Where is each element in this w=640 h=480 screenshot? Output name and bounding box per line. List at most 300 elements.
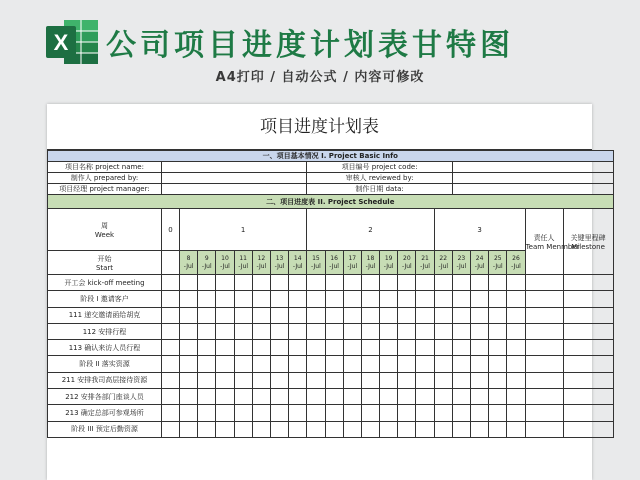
gantt-cell[interactable] — [507, 405, 525, 421]
cell-label-en: -Jul — [329, 262, 339, 270]
info-label: 项目编号 project code: — [307, 162, 453, 173]
gantt-cell[interactable] — [361, 421, 379, 437]
info-label: 制作人 prepared by: — [48, 173, 162, 184]
gantt-cell[interactable] — [507, 372, 525, 388]
gantt-cell[interactable] — [380, 323, 398, 339]
date-cell — [452, 251, 470, 275]
gantt-cell[interactable] — [471, 340, 489, 356]
task-name: 开工会 kick-off meeting — [48, 275, 162, 291]
gantt-cell[interactable] — [234, 356, 252, 372]
gantt-cell[interactable] — [162, 323, 180, 339]
gantt-cell[interactable] — [398, 356, 416, 372]
gantt-cell[interactable] — [398, 372, 416, 388]
gantt-cell[interactable] — [525, 405, 563, 421]
gantt-cell[interactable] — [198, 421, 216, 437]
gantt-cell[interactable] — [234, 275, 252, 291]
gantt-cell[interactable] — [289, 356, 307, 372]
gantt-cell[interactable] — [270, 275, 288, 291]
week-number: 2 — [307, 209, 434, 251]
gantt-cell[interactable] — [471, 356, 489, 372]
gantt-cell[interactable] — [343, 307, 361, 323]
cell-label: 12 — [257, 254, 266, 262]
gantt-cell[interactable] — [180, 291, 198, 307]
gantt-cell[interactable] — [563, 291, 613, 307]
gantt-cell[interactable] — [289, 421, 307, 437]
gantt-cell[interactable] — [325, 389, 343, 405]
gantt-cell[interactable] — [507, 356, 525, 372]
page-subtitle: A4打印 / 自动公式 / 内容可修改 — [215, 70, 425, 85]
gantt-cell[interactable] — [507, 291, 525, 307]
cell-label: 16 — [330, 254, 338, 262]
task-name: 212 安排各部门座谈人员 — [48, 389, 162, 405]
cell — [162, 251, 180, 275]
gantt-cell[interactable] — [452, 372, 470, 388]
gantt-cell[interactable] — [252, 307, 270, 323]
week-header — [48, 209, 162, 251]
gantt-cell[interactable] — [270, 340, 288, 356]
gantt-cell[interactable] — [398, 307, 416, 323]
gantt-cell[interactable] — [380, 307, 398, 323]
sheet-title: 项目进度计划表 — [47, 104, 592, 150]
gantt-cell[interactable] — [563, 356, 613, 372]
cell-label: 18 — [366, 254, 375, 262]
gantt-cell[interactable] — [162, 340, 180, 356]
gantt-cell[interactable] — [180, 356, 198, 372]
gantt-cell[interactable] — [198, 291, 216, 307]
info-value[interactable] — [162, 184, 307, 195]
gantt-cell[interactable] — [234, 421, 252, 437]
gantt-cell[interactable] — [307, 389, 325, 405]
gantt-cell[interactable] — [525, 372, 563, 388]
gantt-cell[interactable] — [452, 389, 470, 405]
gantt-cell[interactable] — [361, 405, 379, 421]
gantt-cell[interactable] — [398, 291, 416, 307]
gantt-cell[interactable] — [289, 340, 307, 356]
task-name: 113 确认来访人员行程 — [48, 340, 162, 356]
gantt-cell[interactable] — [180, 275, 198, 291]
gantt-cell[interactable] — [325, 421, 343, 437]
cell-label: 22 — [439, 254, 448, 262]
gantt-cell[interactable] — [162, 405, 180, 421]
gantt-cell[interactable] — [198, 307, 216, 323]
date-cell — [343, 251, 361, 275]
gantt-cell[interactable] — [489, 275, 507, 291]
spreadsheet — [47, 104, 606, 480]
gantt-cell[interactable] — [525, 389, 563, 405]
gantt-cell[interactable] — [361, 389, 379, 405]
cell-label: 23 — [457, 254, 466, 262]
cell-label-en: Milestone — [571, 242, 605, 251]
gantt-cell[interactable] — [398, 405, 416, 421]
gantt-cell[interactable] — [252, 372, 270, 388]
gantt-cell[interactable] — [489, 356, 507, 372]
gantt-cell[interactable] — [434, 340, 452, 356]
gantt-cell[interactable] — [325, 307, 343, 323]
gantt-cell[interactable] — [452, 307, 470, 323]
gantt-cell[interactable] — [216, 291, 234, 307]
cell-label: 14 — [293, 254, 302, 262]
gantt-cell[interactable] — [471, 291, 489, 307]
gantt-cell[interactable] — [162, 372, 180, 388]
gantt-cell[interactable] — [198, 323, 216, 339]
gantt-cell[interactable] — [252, 323, 270, 339]
gantt-cell[interactable] — [525, 291, 563, 307]
gantt-cell[interactable] — [343, 340, 361, 356]
gantt-cell[interactable] — [234, 340, 252, 356]
gantt-cell[interactable] — [252, 340, 270, 356]
gantt-cell[interactable] — [563, 421, 613, 437]
cell-label-en: -Jul — [311, 262, 321, 270]
task-name: 112 安排行程 — [48, 323, 162, 339]
gantt-cell[interactable] — [489, 389, 507, 405]
gantt-cell[interactable] — [471, 372, 489, 388]
gantt-cell[interactable] — [216, 307, 234, 323]
gantt-cell[interactable] — [452, 421, 470, 437]
cell-label: 20 — [403, 254, 411, 262]
gantt-cell[interactable] — [216, 405, 234, 421]
gantt-cell[interactable] — [198, 340, 216, 356]
date-cell — [361, 251, 379, 275]
gantt-cell[interactable] — [180, 307, 198, 323]
gantt-cell[interactable] — [343, 275, 361, 291]
gantt-cell[interactable] — [180, 389, 198, 405]
cell-label: 10 — [221, 254, 229, 262]
cell-label-en: -Jul — [256, 262, 267, 270]
gantt-cell[interactable] — [361, 291, 379, 307]
gantt-cell[interactable] — [307, 340, 325, 356]
gantt-cell[interactable] — [325, 323, 343, 339]
excel-icon — [44, 16, 100, 68]
gantt-cell[interactable] — [434, 405, 452, 421]
gantt-cell[interactable] — [216, 389, 234, 405]
gantt-cell[interactable] — [325, 291, 343, 307]
gantt-cell[interactable] — [380, 389, 398, 405]
gantt-cell[interactable] — [234, 372, 252, 388]
gantt-cell[interactable] — [563, 275, 613, 291]
gantt-cell[interactable] — [489, 421, 507, 437]
gantt-cell[interactable] — [343, 291, 361, 307]
gantt-cell[interactable] — [252, 356, 270, 372]
cell-label-en: -Jul — [401, 262, 412, 270]
date-cell — [180, 251, 198, 275]
gantt-cell[interactable] — [525, 307, 563, 323]
gantt-cell[interactable] — [489, 323, 507, 339]
gantt-cell[interactable] — [380, 340, 398, 356]
gantt-cell[interactable] — [380, 405, 398, 421]
gantt-cell[interactable] — [563, 372, 613, 388]
cell-label: 责任人 — [533, 233, 555, 242]
cell-label: 8 — [186, 254, 191, 262]
gantt-cell[interactable] — [325, 340, 343, 356]
gantt-cell[interactable] — [416, 323, 434, 339]
gantt-cell[interactable] — [471, 421, 489, 437]
gantt-cell[interactable] — [289, 323, 307, 339]
gantt-cell[interactable] — [325, 356, 343, 372]
gantt-cell[interactable] — [252, 389, 270, 405]
date-cell — [434, 251, 452, 275]
gantt-cell[interactable] — [471, 323, 489, 339]
info-label: 项目经理 project manager: — [48, 184, 162, 195]
gantt-cell[interactable] — [416, 389, 434, 405]
gantt-cell[interactable] — [507, 307, 525, 323]
gantt-cell[interactable] — [434, 307, 452, 323]
gantt-cell[interactable] — [180, 405, 198, 421]
gantt-cell[interactable] — [489, 340, 507, 356]
gantt-cell[interactable] — [198, 275, 216, 291]
gantt-cell[interactable] — [563, 340, 613, 356]
gantt-cell[interactable] — [343, 356, 361, 372]
info-label: 项目名称 project name: — [48, 162, 162, 173]
gantt-cell[interactable] — [489, 307, 507, 323]
date-cell — [471, 251, 489, 275]
gantt-cell[interactable] — [270, 372, 288, 388]
gantt-cell[interactable] — [162, 275, 180, 291]
gantt-cell[interactable] — [471, 405, 489, 421]
gantt-cell[interactable] — [289, 372, 307, 388]
week-number: 3 — [434, 209, 525, 251]
gantt-cell[interactable] — [343, 421, 361, 437]
gantt-cell[interactable] — [252, 421, 270, 437]
gantt-cell[interactable] — [416, 307, 434, 323]
gantt-cell[interactable] — [307, 291, 325, 307]
page-title: 公司项目进度计划表甘特图 — [106, 28, 514, 63]
gantt-cell[interactable] — [398, 340, 416, 356]
gantt-cell[interactable] — [234, 323, 252, 339]
task-name: 211 安排我司高层接待资源 — [48, 372, 162, 388]
gantt-cell[interactable] — [380, 275, 398, 291]
gantt-cell[interactable] — [198, 389, 216, 405]
gantt-cell[interactable] — [434, 356, 452, 372]
info-value[interactable] — [452, 162, 613, 173]
gantt-cell[interactable] — [307, 405, 325, 421]
gantt-cell[interactable] — [216, 421, 234, 437]
date-cell — [489, 251, 507, 275]
info-value[interactable] — [162, 162, 307, 173]
gantt-cell[interactable] — [343, 405, 361, 421]
gantt-cell[interactable] — [507, 275, 525, 291]
gantt-cell[interactable] — [234, 405, 252, 421]
gantt-cell[interactable] — [416, 275, 434, 291]
gantt-cell[interactable] — [452, 323, 470, 339]
gantt-cell[interactable] — [162, 389, 180, 405]
gantt-cell[interactable] — [325, 405, 343, 421]
cell-label: 开始 — [97, 254, 112, 263]
gantt-cell[interactable] — [216, 275, 234, 291]
gantt-cell[interactable] — [398, 389, 416, 405]
gantt-cell[interactable] — [216, 340, 234, 356]
gantt-cell[interactable] — [507, 389, 525, 405]
cell-label-en: -Jul — [220, 262, 230, 270]
gantt-cell[interactable] — [361, 340, 379, 356]
gantt-cell[interactable] — [563, 405, 613, 421]
gantt-cell[interactable] — [416, 372, 434, 388]
cell-label-en: -Jul — [238, 262, 249, 270]
gantt-cell[interactable] — [234, 389, 252, 405]
gantt-cell[interactable] — [270, 356, 288, 372]
gantt-cell[interactable] — [563, 307, 613, 323]
gantt-cell[interactable] — [380, 356, 398, 372]
gantt-cell[interactable] — [307, 372, 325, 388]
gantt-cell[interactable] — [198, 405, 216, 421]
gantt-cell[interactable] — [416, 421, 434, 437]
date-cell — [270, 251, 288, 275]
gantt-cell[interactable] — [416, 405, 434, 421]
gantt-cell[interactable] — [180, 372, 198, 388]
gantt-cell[interactable] — [361, 356, 379, 372]
date-cell — [307, 251, 325, 275]
gantt-cell[interactable] — [434, 291, 452, 307]
gantt-cell[interactable] — [489, 291, 507, 307]
gantt-cell[interactable] — [489, 405, 507, 421]
owner-header — [525, 209, 580, 275]
cell-label-en: -Jul — [511, 262, 521, 270]
info-value[interactable] — [162, 173, 307, 184]
gantt-cell[interactable] — [289, 389, 307, 405]
gantt-cell[interactable] — [361, 275, 379, 291]
schedule-table — [47, 150, 614, 438]
gantt-cell[interactable] — [289, 275, 307, 291]
gantt-cell[interactable] — [563, 389, 613, 405]
gantt-cell[interactable] — [398, 275, 416, 291]
gantt-cell[interactable] — [180, 340, 198, 356]
gantt-cell[interactable] — [380, 421, 398, 437]
gantt-cell[interactable] — [452, 405, 470, 421]
date-cell — [398, 251, 416, 275]
gantt-cell[interactable] — [507, 323, 525, 339]
gantt-cell[interactable] — [270, 307, 288, 323]
gantt-cell[interactable] — [525, 340, 563, 356]
week-number: 1 — [180, 209, 307, 251]
gantt-cell[interactable] — [434, 389, 452, 405]
cell-label-en: -Jul — [456, 262, 467, 270]
gantt-cell[interactable] — [198, 372, 216, 388]
gantt-cell[interactable] — [434, 275, 452, 291]
gantt-cell[interactable] — [270, 405, 288, 421]
gantt-cell[interactable] — [162, 307, 180, 323]
gantt-cell[interactable] — [180, 421, 198, 437]
gantt-cell[interactable] — [434, 323, 452, 339]
gantt-cell[interactable] — [416, 291, 434, 307]
date-cell — [216, 251, 234, 275]
cell-label-en: -Jul — [383, 262, 394, 270]
gantt-cell[interactable] — [307, 275, 325, 291]
gantt-cell[interactable] — [216, 323, 234, 339]
gantt-cell[interactable] — [289, 307, 307, 323]
gantt-cell[interactable] — [489, 372, 507, 388]
gantt-cell[interactable] — [325, 275, 343, 291]
gantt-cell[interactable] — [234, 291, 252, 307]
gantt-cell[interactable] — [180, 323, 198, 339]
cell-label-en: -Jul — [420, 262, 430, 270]
gantt-cell[interactable] — [434, 421, 452, 437]
gantt-cell[interactable] — [361, 307, 379, 323]
task-name: 阶段 II 落实资源 — [48, 356, 162, 372]
info-label: 审核人 reviewed by: — [307, 173, 453, 184]
gantt-cell[interactable] — [307, 323, 325, 339]
gantt-cell[interactable] — [416, 356, 434, 372]
gantt-cell[interactable] — [307, 356, 325, 372]
gantt-cell[interactable] — [398, 421, 416, 437]
gantt-cell[interactable] — [471, 389, 489, 405]
gantt-cell[interactable] — [398, 323, 416, 339]
gantt-cell[interactable] — [452, 340, 470, 356]
cell-label: 17 — [348, 254, 357, 262]
gantt-cell[interactable] — [270, 421, 288, 437]
cell-label-en: -Jul — [274, 262, 285, 270]
gantt-cell[interactable] — [252, 291, 270, 307]
gantt-cell[interactable] — [563, 323, 613, 339]
gantt-cell[interactable] — [507, 340, 525, 356]
gantt-cell[interactable] — [234, 307, 252, 323]
gantt-cell[interactable] — [162, 291, 180, 307]
date-cell — [416, 251, 434, 275]
gantt-cell[interactable] — [343, 323, 361, 339]
date-cell — [380, 251, 398, 275]
task-name: 阶段 I 邀请客户 — [48, 291, 162, 307]
gantt-cell[interactable] — [270, 291, 288, 307]
gantt-cell[interactable] — [361, 323, 379, 339]
gantt-cell[interactable] — [380, 291, 398, 307]
gantt-cell[interactable] — [307, 421, 325, 437]
gantt-cell[interactable] — [289, 405, 307, 421]
cell-label: 15 — [312, 254, 320, 262]
info-value[interactable] — [452, 184, 613, 195]
cell-label-en: -Jul — [347, 262, 358, 270]
gantt-cell[interactable] — [471, 307, 489, 323]
info-value[interactable] — [452, 173, 613, 184]
section-basic-info: 一、项目基本情况 I. Project Basic Info — [48, 151, 614, 162]
gantt-cell[interactable] — [252, 405, 270, 421]
gantt-cell[interactable] — [471, 275, 489, 291]
date-cell — [289, 251, 307, 275]
gantt-cell[interactable] — [361, 372, 379, 388]
gantt-cell[interactable] — [452, 291, 470, 307]
gantt-cell[interactable] — [216, 372, 234, 388]
gantt-cell[interactable] — [216, 356, 234, 372]
gantt-cell[interactable] — [452, 275, 470, 291]
info-label: 制作日期 data: — [307, 184, 453, 195]
gantt-cell[interactable] — [343, 389, 361, 405]
gantt-cell[interactable] — [507, 421, 525, 437]
gantt-cell[interactable] — [434, 372, 452, 388]
gantt-cell[interactable] — [525, 323, 563, 339]
gantt-cell[interactable] — [252, 275, 270, 291]
cell-label: 19 — [384, 254, 393, 262]
date-cell — [252, 251, 270, 275]
gantt-cell[interactable] — [307, 307, 325, 323]
gantt-cell[interactable] — [325, 372, 343, 388]
gantt-cell[interactable] — [198, 356, 216, 372]
cell-label-en: -Jul — [292, 262, 303, 270]
gantt-cell[interactable] — [270, 389, 288, 405]
gantt-cell[interactable] — [452, 356, 470, 372]
gantt-cell[interactable] — [525, 356, 563, 372]
gantt-cell[interactable] — [416, 340, 434, 356]
gantt-cell[interactable] — [343, 372, 361, 388]
gantt-cell[interactable] — [289, 291, 307, 307]
gantt-cell[interactable] — [525, 275, 563, 291]
gantt-cell[interactable] — [380, 372, 398, 388]
gantt-cell[interactable] — [162, 421, 180, 437]
date-cell — [198, 251, 216, 275]
gantt-cell[interactable] — [162, 356, 180, 372]
section-schedule: 二、项目进度表 II. Project Schedule — [48, 195, 614, 209]
gantt-cell[interactable] — [270, 323, 288, 339]
cell-label: 关键里程碑 — [570, 233, 606, 242]
week-number: 0 — [162, 209, 180, 251]
cell-label-en: -Jul — [365, 262, 376, 270]
gantt-cell[interactable] — [525, 421, 563, 437]
